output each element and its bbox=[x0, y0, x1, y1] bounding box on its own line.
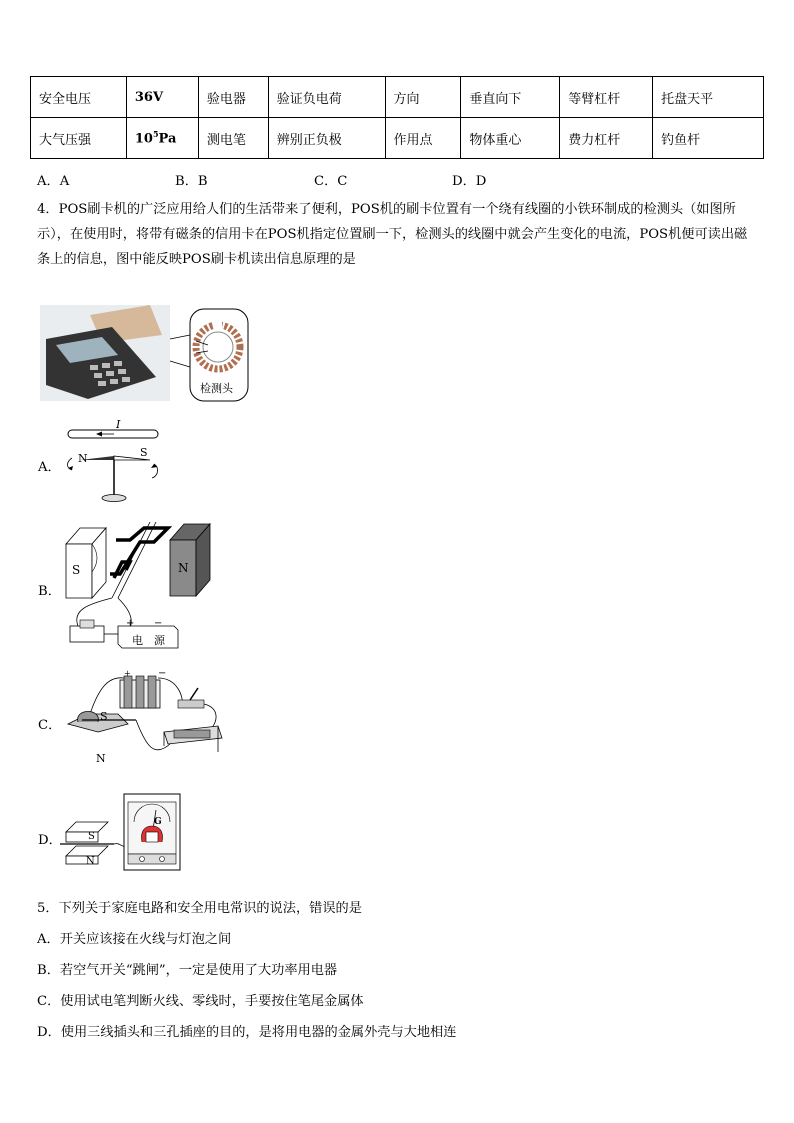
option-a-figure bbox=[58, 416, 168, 508]
table-cell: 辨别正负极 bbox=[268, 118, 385, 159]
option-c-figure bbox=[58, 668, 228, 768]
option-d-figure bbox=[58, 792, 198, 874]
magnet-n-label: N bbox=[96, 752, 106, 765]
current-label: I bbox=[116, 418, 121, 431]
table-row bbox=[31, 77, 764, 118]
table-cell: 大气压强 bbox=[31, 118, 127, 159]
detector-label: 检测头 bbox=[200, 383, 233, 395]
q4-option-c-label: C． bbox=[38, 718, 62, 733]
battery-minus-label: − bbox=[158, 668, 167, 679]
q4-option-d-label: D． bbox=[38, 833, 62, 848]
q5-option-d: D．使用三线插头和三孔插座的目的，是将用电器的金属外壳与大地相连 bbox=[37, 1025, 457, 1040]
table-cell: 36V bbox=[126, 77, 198, 118]
table-cell: 等臂杠杆 bbox=[560, 77, 653, 118]
q5-option-a: A．开关应该接在火线与灯泡之间 bbox=[37, 932, 232, 947]
q5-option-b: B．若空气开关“跳闸”，一定是使用了大功率用电器 bbox=[37, 963, 338, 978]
power-minus-label: − bbox=[154, 618, 163, 629]
q3-option-d: D．D bbox=[452, 174, 487, 189]
battery-plus-label: + bbox=[124, 669, 131, 678]
q5-option-c: C．使用试电笔判断火线、零线时，手要按住笔尾金属体 bbox=[37, 994, 364, 1009]
option-b-figure bbox=[58, 518, 218, 654]
table-cell: 垂直向下 bbox=[461, 77, 560, 118]
q4-stem: 4．POS刷卡机的广泛应用给人们的生活带来了便利，POS机的刷卡位置有一个绕有线圈的小铁环制成的检测头（如图所示），在使用时，将带有磁条的信用卡在POS机指定位置刷一下，检测头的线圈中就会产生变化的电流，POS机便可读出磁条上的信息，图中能反映POS刷卡机读出信息原理的是 bbox=[37, 202, 748, 267]
table-cell: 验证负电荷 bbox=[268, 77, 385, 118]
table-cell: 钓鱼杆 bbox=[653, 118, 764, 159]
pos-machine-figure bbox=[40, 305, 250, 403]
power-plus-label: + bbox=[126, 618, 135, 629]
answer-table bbox=[30, 76, 764, 159]
q3-option-b: B．B bbox=[175, 174, 208, 189]
needle-n-label: N bbox=[78, 452, 88, 465]
magnet-s-label: S bbox=[72, 563, 81, 577]
magnet-n-label: N bbox=[178, 561, 189, 575]
needle-s-label: S bbox=[140, 446, 148, 459]
table-cell: 费力杠杆 bbox=[560, 118, 653, 159]
galvanometer-g-label: G bbox=[154, 817, 162, 827]
q4-option-a-label: A． bbox=[38, 460, 61, 475]
table-cell: 托盘天平 bbox=[653, 77, 764, 118]
table-cell: 验电器 bbox=[198, 77, 268, 118]
q4-option-b-label: B． bbox=[38, 584, 61, 599]
magnet-s-label: S bbox=[88, 831, 95, 842]
q3-option-c: C．C bbox=[314, 174, 348, 189]
table-cell-pressure: $10^5Pa$ bbox=[126, 118, 198, 159]
table-cell: 安全电压 bbox=[31, 77, 127, 118]
table-cell: 作用点 bbox=[385, 118, 461, 159]
magnet-n-label: N bbox=[86, 856, 95, 867]
q3-option-a: A．A bbox=[37, 174, 70, 189]
magnet-s-label: S bbox=[100, 710, 108, 723]
table-cell: 物体重心 bbox=[461, 118, 560, 159]
table-row bbox=[31, 118, 764, 159]
table-cell: 方向 bbox=[385, 77, 461, 118]
table-cell: 测电笔 bbox=[198, 118, 268, 159]
power-supply-label: 电 源 bbox=[132, 634, 165, 647]
q5-stem: 5．下列关于家庭电路和安全用电常识的说法，错误的是 bbox=[37, 901, 362, 916]
